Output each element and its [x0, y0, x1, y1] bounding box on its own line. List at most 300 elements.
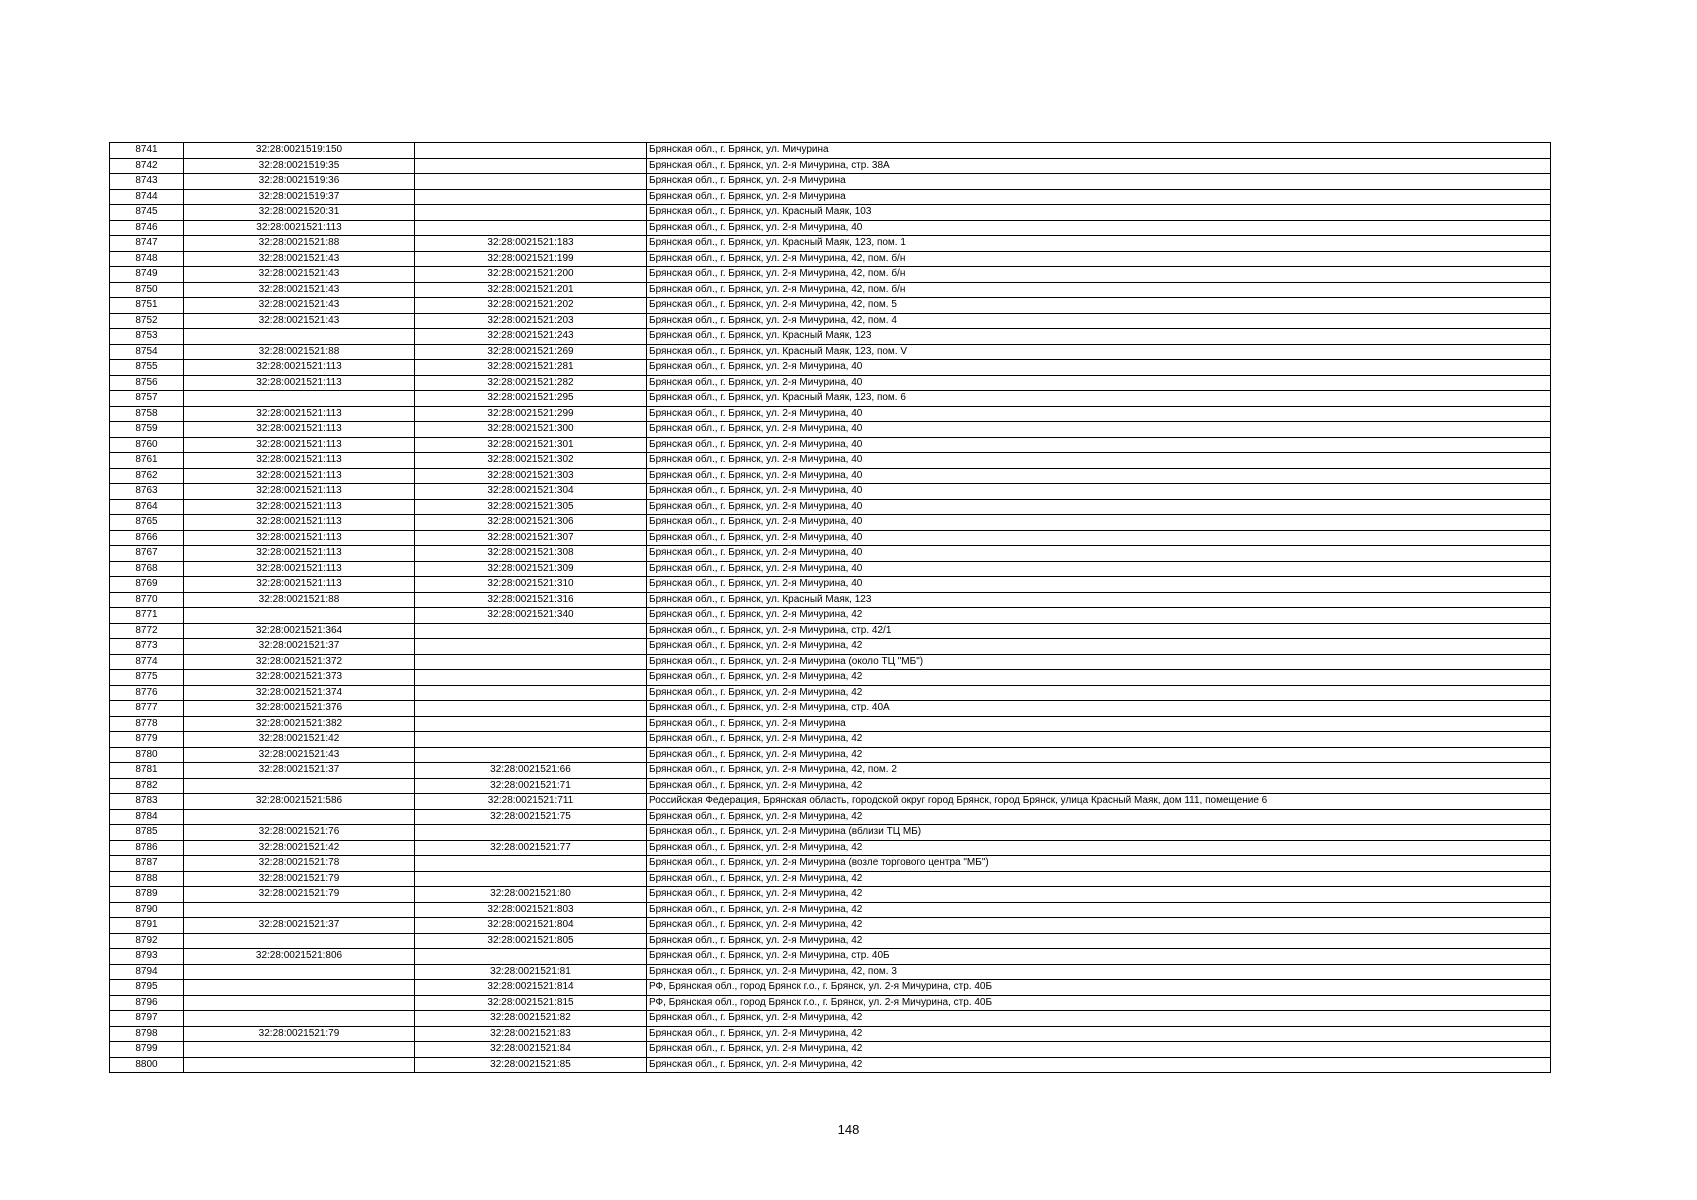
address-cell: Брянская обл., г. Брянск, ул. 2-я Мичурина, 42: [647, 1042, 1551, 1058]
address-cell: Брянская обл., г. Брянск, ул. 2-я Мичурина, 40: [647, 437, 1551, 453]
address-cell: Брянская обл., г. Брянск, ул. 2-я Мичурина, 42, пом. б/н: [647, 251, 1551, 267]
address-cell: Брянская обл., г. Брянск, ул. 2-я Мичурина, 42: [647, 1026, 1551, 1042]
parent-cadastral-number-cell: 32:28:0021521:43: [184, 251, 415, 267]
row-number-cell: 8741: [110, 143, 184, 159]
table-row: [110, 1042, 1551, 1058]
cadastral-number-cell: 32:28:0021521:305: [415, 499, 647, 515]
parent-cadastral-number-cell: 32:28:0021521:382: [184, 716, 415, 732]
cadastral-number-cell: [415, 174, 647, 190]
parent-cadastral-number-cell: 32:28:0021521:113: [184, 422, 415, 438]
table-body: [110, 143, 1551, 1073]
address-cell: Брянская обл., г. Брянск, ул. 2-я Мичурина, 42, пом. 5: [647, 298, 1551, 314]
parent-cadastral-number-cell: [184, 964, 415, 980]
table-row: [110, 561, 1551, 577]
cadastral-number-cell: 32:28:0021521:200: [415, 267, 647, 283]
cadastral-number-cell: [415, 949, 647, 965]
row-number-cell: 8765: [110, 515, 184, 531]
address-cell: Брянская обл., г. Брянск, ул. 2-я Мичурина (около ТЦ "МБ"): [647, 654, 1551, 670]
cadastral-number-cell: 32:28:0021521:269: [415, 344, 647, 360]
cadastral-number-cell: [415, 732, 647, 748]
row-number-cell: 8755: [110, 360, 184, 376]
cadastral-number-cell: [415, 623, 647, 639]
table-row: [110, 592, 1551, 608]
cadastral-number-cell: [415, 654, 647, 670]
parent-cadastral-number-cell: 32:28:0021521:364: [184, 623, 415, 639]
row-number-cell: 8800: [110, 1057, 184, 1073]
row-number-cell: 8767: [110, 546, 184, 562]
cadastral-number-cell: 32:28:0021521:84: [415, 1042, 647, 1058]
row-number-cell: 8750: [110, 282, 184, 298]
cadastral-number-cell: [415, 685, 647, 701]
row-number-cell: 8779: [110, 732, 184, 748]
address-cell: Брянская обл., г. Брянск, ул. 2-я Мичурина, 40: [647, 422, 1551, 438]
table-row: [110, 716, 1551, 732]
row-number-cell: 8745: [110, 205, 184, 221]
cadastral-number-cell: 32:28:0021521:306: [415, 515, 647, 531]
row-number-cell: 8792: [110, 933, 184, 949]
address-cell: Брянская обл., г. Брянск, ул. Красный Маяк, 103: [647, 205, 1551, 221]
cadastral-number-cell: 32:28:0021521:203: [415, 313, 647, 329]
table-row: [110, 1057, 1551, 1073]
table-row: [110, 298, 1551, 314]
cadastral-number-cell: 32:28:0021521:202: [415, 298, 647, 314]
address-cell: Брянская обл., г. Брянск, ул. 2-я Мичурина, 40: [647, 530, 1551, 546]
cadastral-number-cell: [415, 825, 647, 841]
address-cell: Брянская обл., г. Брянск, ул. 2-я Мичурина, 40: [647, 453, 1551, 469]
address-cell: Брянская обл., г. Брянск, ул. 2-я Мичурина (вблизи ТЦ МБ): [647, 825, 1551, 841]
cadastral-number-cell: 32:28:0021521:301: [415, 437, 647, 453]
table-row: [110, 1026, 1551, 1042]
table-row: [110, 329, 1551, 345]
row-number-cell: 8768: [110, 561, 184, 577]
address-cell: Брянская обл., г. Брянск, ул. 2-я Мичурина, 42, пом. 4: [647, 313, 1551, 329]
cadastral-number-cell: 32:28:0021521:243: [415, 329, 647, 345]
address-cell: Брянская обл., г. Брянск, ул. 2-я Мичурина, 42: [647, 918, 1551, 934]
table-row: [110, 856, 1551, 872]
address-cell: Брянская обл., г. Брянск, ул. 2-я Мичурина: [647, 174, 1551, 190]
parent-cadastral-number-cell: [184, 391, 415, 407]
parent-cadastral-number-cell: [184, 608, 415, 624]
cadastral-number-cell: 32:28:0021521:303: [415, 468, 647, 484]
parent-cadastral-number-cell: 32:28:0021521:42: [184, 840, 415, 856]
table-row: [110, 282, 1551, 298]
address-cell: Брянская обл., г. Брянск, ул. 2-я Мичурина, 40: [647, 406, 1551, 422]
address-cell: Брянская обл., г. Брянск, ул. 2-я Мичурина (возле торгового центра "МБ"): [647, 856, 1551, 872]
cadastral-number-cell: 32:28:0021521:803: [415, 902, 647, 918]
address-cell: Брянская обл., г. Брянск, ул. 2-я Мичурина, 42: [647, 809, 1551, 825]
parent-cadastral-number-cell: 32:28:0021521:113: [184, 406, 415, 422]
table-row: [110, 437, 1551, 453]
table-row: [110, 670, 1551, 686]
address-cell: Брянская обл., г. Брянск, ул. 2-я Мичурина, 42, пом. б/н: [647, 267, 1551, 283]
table-row: [110, 809, 1551, 825]
row-number-cell: 8744: [110, 189, 184, 205]
address-cell: Брянская обл., г. Брянск, ул. 2-я Мичурина, 40: [647, 360, 1551, 376]
row-number-cell: 8790: [110, 902, 184, 918]
row-number-cell: 8794: [110, 964, 184, 980]
parent-cadastral-number-cell: 32:28:0021521:88: [184, 592, 415, 608]
parent-cadastral-number-cell: 32:28:0021521:43: [184, 313, 415, 329]
address-cell: Российская Федерация, Брянская область, городской округ город Брянск, город Брянск, улица Красный Маяк, дом 111, помещение 6: [647, 794, 1551, 810]
parent-cadastral-number-cell: 32:28:0021521:113: [184, 375, 415, 391]
parent-cadastral-number-cell: 32:28:0021521:37: [184, 918, 415, 934]
parent-cadastral-number-cell: 32:28:0021521:113: [184, 577, 415, 593]
table-row: [110, 825, 1551, 841]
table-row: [110, 189, 1551, 205]
table-row: [110, 267, 1551, 283]
address-cell: РФ, Брянская обл., город Брянск г.о., г. Брянск, ул. 2-я Мичурина, стр. 40Б: [647, 980, 1551, 996]
row-number-cell: 8754: [110, 344, 184, 360]
parent-cadastral-number-cell: 32:28:0021519:150: [184, 143, 415, 159]
address-cell: Брянская обл., г. Брянск, ул. 2-я Мичурина, 42: [647, 840, 1551, 856]
table-row: [110, 732, 1551, 748]
parent-cadastral-number-cell: 32:28:0021521:113: [184, 220, 415, 236]
address-cell: Брянская обл., г. Брянск, ул. 2-я Мичурина: [647, 189, 1551, 205]
address-cell: Брянская обл., г. Брянск, ул. Мичурина: [647, 143, 1551, 159]
row-number-cell: 8799: [110, 1042, 184, 1058]
row-number-cell: 8795: [110, 980, 184, 996]
parent-cadastral-number-cell: [184, 1011, 415, 1027]
address-cell: Брянская обл., г. Брянск, ул. 2-я Мичурина, 40: [647, 515, 1551, 531]
table-row: [110, 577, 1551, 593]
cadastral-number-cell: 32:28:0021521:80: [415, 887, 647, 903]
row-number-cell: 8776: [110, 685, 184, 701]
address-cell: Брянская обл., г. Брянск, ул. 2-я Мичурина, 40: [647, 499, 1551, 515]
cadastral-number-cell: [415, 220, 647, 236]
row-number-cell: 8760: [110, 437, 184, 453]
cadastral-number-cell: 32:28:0021521:199: [415, 251, 647, 267]
address-cell: Брянская обл., г. Брянск, ул. 2-я Мичурина, стр. 40А: [647, 701, 1551, 717]
cadastral-number-cell: 32:28:0021521:304: [415, 484, 647, 500]
address-cell: Брянская обл., г. Брянск, ул. Красный Маяк, 123, пом. V: [647, 344, 1551, 360]
cadastral-number-cell: [415, 639, 647, 655]
cadastral-number-cell: [415, 189, 647, 205]
table-row: [110, 484, 1551, 500]
cadastral-number-cell: [415, 670, 647, 686]
address-cell: Брянская обл., г. Брянск, ул. Красный Маяк, 123: [647, 592, 1551, 608]
cadastral-number-cell: 32:28:0021521:300: [415, 422, 647, 438]
page-number: 148: [837, 1122, 860, 1137]
row-number-cell: 8788: [110, 871, 184, 887]
parent-cadastral-number-cell: [184, 902, 415, 918]
row-number-cell: 8758: [110, 406, 184, 422]
cadastral-number-cell: [415, 716, 647, 732]
parent-cadastral-number-cell: 32:28:0021521:376: [184, 701, 415, 717]
parent-cadastral-number-cell: 32:28:0021519:36: [184, 174, 415, 190]
table-row: [110, 949, 1551, 965]
table-row: [110, 964, 1551, 980]
parent-cadastral-number-cell: [184, 1042, 415, 1058]
table-row: [110, 205, 1551, 221]
table-row: [110, 871, 1551, 887]
table-row: [110, 468, 1551, 484]
address-cell: Брянская обл., г. Брянск, ул. 2-я Мичурина, стр. 42/1: [647, 623, 1551, 639]
row-number-cell: 8778: [110, 716, 184, 732]
cadastral-number-cell: 32:28:0021521:281: [415, 360, 647, 376]
table-row: [110, 406, 1551, 422]
cadastral-number-cell: 32:28:0021521:308: [415, 546, 647, 562]
address-cell: Брянская обл., г. Брянск, ул. Красный Маяк, 123, пом. 6: [647, 391, 1551, 407]
address-cell: Брянская обл., г. Брянск, ул. 2-я Мичурина, 42: [647, 670, 1551, 686]
table-row: [110, 236, 1551, 252]
parent-cadastral-number-cell: [184, 778, 415, 794]
address-cell: Брянская обл., г. Брянск, ул. 2-я Мичурина, 42: [647, 1057, 1551, 1073]
table-row: [110, 623, 1551, 639]
table-row: [110, 608, 1551, 624]
row-number-cell: 8796: [110, 995, 184, 1011]
address-cell: РФ, Брянская обл., город Брянск г.о., г. Брянск, ул. 2-я Мичурина, стр. 40Б: [647, 995, 1551, 1011]
address-cell: Брянская обл., г. Брянск, ул. 2-я Мичурина, 42: [647, 732, 1551, 748]
table-row: [110, 422, 1551, 438]
row-number-cell: 8762: [110, 468, 184, 484]
table-row: [110, 763, 1551, 779]
row-number-cell: 8761: [110, 453, 184, 469]
table-row: [110, 375, 1551, 391]
parent-cadastral-number-cell: 32:28:0021521:113: [184, 530, 415, 546]
cadastral-number-cell: [415, 701, 647, 717]
address-cell: Брянская обл., г. Брянск, ул. 2-я Мичурина, 42: [647, 887, 1551, 903]
cadastral-number-cell: 32:28:0021521:71: [415, 778, 647, 794]
address-cell: Брянская обл., г. Брянск, ул. 2-я Мичурина, 42: [647, 871, 1551, 887]
cadastral-number-cell: [415, 143, 647, 159]
address-cell: Брянская обл., г. Брянск, ул. 2-я Мичурина, стр. 38А: [647, 158, 1551, 174]
row-number-cell: 8777: [110, 701, 184, 717]
cadastral-number-cell: 32:28:0021521:75: [415, 809, 647, 825]
table-row: [110, 887, 1551, 903]
row-number-cell: 8770: [110, 592, 184, 608]
cadastral-number-cell: 32:28:0021521:804: [415, 918, 647, 934]
table-row: [110, 530, 1551, 546]
table-row: [110, 778, 1551, 794]
cadastral-number-cell: 32:28:0021521:814: [415, 980, 647, 996]
cadastral-number-cell: [415, 205, 647, 221]
parent-cadastral-number-cell: 32:28:0021519:35: [184, 158, 415, 174]
address-cell: Брянская обл., г. Брянск, ул. 2-я Мичурина: [647, 716, 1551, 732]
row-number-cell: 8781: [110, 763, 184, 779]
row-number-cell: 8793: [110, 949, 184, 965]
parent-cadastral-number-cell: 32:28:0021521:113: [184, 561, 415, 577]
row-number-cell: 8751: [110, 298, 184, 314]
address-cell: Брянская обл., г. Брянск, ул. 2-я Мичурина, 40: [647, 468, 1551, 484]
row-number-cell: 8798: [110, 1026, 184, 1042]
cadastral-number-cell: 32:28:0021521:295: [415, 391, 647, 407]
row-number-cell: 8772: [110, 623, 184, 639]
address-cell: Брянская обл., г. Брянск, ул. Красный Маяк, 123, пом. 1: [647, 236, 1551, 252]
cadastral-number-cell: 32:28:0021521:81: [415, 964, 647, 980]
parent-cadastral-number-cell: 32:28:0021521:586: [184, 794, 415, 810]
cadastral-number-cell: 32:28:0021521:316: [415, 592, 647, 608]
address-cell: Брянская обл., г. Брянск, ул. 2-я Мичурина, 40: [647, 546, 1551, 562]
address-cell: Брянская обл., г. Брянск, ул. 2-я Мичурина, 42: [647, 639, 1551, 655]
parent-cadastral-number-cell: 32:28:0021521:37: [184, 763, 415, 779]
row-number-cell: 8764: [110, 499, 184, 515]
table-row: [110, 360, 1551, 376]
row-number-cell: 8791: [110, 918, 184, 934]
cadastral-table: [109, 142, 1551, 1073]
table-row: [110, 499, 1551, 515]
row-number-cell: 8797: [110, 1011, 184, 1027]
parent-cadastral-number-cell: 32:28:0021521:806: [184, 949, 415, 965]
row-number-cell: 8759: [110, 422, 184, 438]
parent-cadastral-number-cell: 32:28:0021521:113: [184, 437, 415, 453]
parent-cadastral-number-cell: 32:28:0021521:88: [184, 236, 415, 252]
address-cell: Брянская обл., г. Брянск, ул. 2-я Мичурина, 42: [647, 608, 1551, 624]
row-number-cell: 8769: [110, 577, 184, 593]
parent-cadastral-number-cell: 32:28:0021521:42: [184, 732, 415, 748]
row-number-cell: 8749: [110, 267, 184, 283]
table-row: [110, 546, 1551, 562]
row-number-cell: 8786: [110, 840, 184, 856]
table-row: [110, 220, 1551, 236]
address-cell: Брянская обл., г. Брянск, ул. 2-я Мичурина, 40: [647, 375, 1551, 391]
table-row: [110, 639, 1551, 655]
table-row: [110, 840, 1551, 856]
row-number-cell: 8771: [110, 608, 184, 624]
parent-cadastral-number-cell: 32:28:0021519:37: [184, 189, 415, 205]
table-row: [110, 980, 1551, 996]
address-cell: Брянская обл., г. Брянск, ул. 2-я Мичурина, 42: [647, 778, 1551, 794]
parent-cadastral-number-cell: [184, 980, 415, 996]
table-row: [110, 654, 1551, 670]
row-number-cell: 8756: [110, 375, 184, 391]
parent-cadastral-number-cell: 32:28:0021521:78: [184, 856, 415, 872]
table-row: [110, 701, 1551, 717]
parent-cadastral-number-cell: 32:28:0021521:373: [184, 670, 415, 686]
address-cell: Брянская обл., г. Брянск, ул. 2-я Мичурина, стр. 40Б: [647, 949, 1551, 965]
row-number-cell: 8784: [110, 809, 184, 825]
parent-cadastral-number-cell: 32:28:0021521:79: [184, 1026, 415, 1042]
cadastral-number-cell: 32:28:0021521:85: [415, 1057, 647, 1073]
row-number-cell: 8742: [110, 158, 184, 174]
cadastral-number-cell: 32:28:0021521:183: [415, 236, 647, 252]
cadastral-number-cell: 32:28:0021521:66: [415, 763, 647, 779]
cadastral-number-cell: 32:28:0021521:309: [415, 561, 647, 577]
address-cell: Брянская обл., г. Брянск, ул. 2-я Мичурина, 40: [647, 220, 1551, 236]
parent-cadastral-number-cell: 32:28:0021521:88: [184, 344, 415, 360]
cadastral-number-cell: [415, 747, 647, 763]
address-cell: Брянская обл., г. Брянск, ул. 2-я Мичурина, 42: [647, 933, 1551, 949]
address-cell: Брянская обл., г. Брянск, ул. 2-я Мичурина, 42: [647, 902, 1551, 918]
row-number-cell: 8785: [110, 825, 184, 841]
cadastral-number-cell: 32:28:0021521:302: [415, 453, 647, 469]
row-number-cell: 8773: [110, 639, 184, 655]
parent-cadastral-number-cell: 32:28:0021521:79: [184, 871, 415, 887]
parent-cadastral-number-cell: 32:28:0021521:76: [184, 825, 415, 841]
table-row: [110, 313, 1551, 329]
parent-cadastral-number-cell: [184, 995, 415, 1011]
row-number-cell: 8757: [110, 391, 184, 407]
parent-cadastral-number-cell: 32:28:0021521:372: [184, 654, 415, 670]
cadastral-number-cell: 32:28:0021521:310: [415, 577, 647, 593]
address-cell: Брянская обл., г. Брянск, ул. 2-я Мичурина, 42, пом. 3: [647, 964, 1551, 980]
parent-cadastral-number-cell: 32:28:0021521:43: [184, 747, 415, 763]
cadastral-number-cell: 32:28:0021521:711: [415, 794, 647, 810]
parent-cadastral-number-cell: 32:28:0021521:79: [184, 887, 415, 903]
table-row: [110, 685, 1551, 701]
cadastral-number-cell: 32:28:0021521:340: [415, 608, 647, 624]
address-cell: Брянская обл., г. Брянск, ул. 2-я Мичурина, 40: [647, 577, 1551, 593]
address-cell: Брянская обл., г. Брянск, ул. Красный Маяк, 123: [647, 329, 1551, 345]
address-cell: Брянская обл., г. Брянск, ул. 2-я Мичурина, 40: [647, 484, 1551, 500]
cadastral-number-cell: 32:28:0021521:282: [415, 375, 647, 391]
row-number-cell: 8743: [110, 174, 184, 190]
table-row: [110, 344, 1551, 360]
table-row: [110, 453, 1551, 469]
cadastral-number-cell: 32:28:0021521:82: [415, 1011, 647, 1027]
parent-cadastral-number-cell: 32:28:0021521:43: [184, 282, 415, 298]
parent-cadastral-number-cell: [184, 809, 415, 825]
row-number-cell: 8789: [110, 887, 184, 903]
parent-cadastral-number-cell: 32:28:0021521:113: [184, 468, 415, 484]
cadastral-number-cell: [415, 856, 647, 872]
parent-cadastral-number-cell: 32:28:0021521:37: [184, 639, 415, 655]
parent-cadastral-number-cell: 32:28:0021520:31: [184, 205, 415, 221]
table-row: [110, 794, 1551, 810]
address-cell: Брянская обл., г. Брянск, ул. 2-я Мичурина, 40: [647, 561, 1551, 577]
cadastral-number-cell: 32:28:0021521:805: [415, 933, 647, 949]
row-number-cell: 8787: [110, 856, 184, 872]
table-row: [110, 918, 1551, 934]
table-row: [110, 515, 1551, 531]
row-number-cell: 8746: [110, 220, 184, 236]
row-number-cell: 8780: [110, 747, 184, 763]
parent-cadastral-number-cell: 32:28:0021521:113: [184, 360, 415, 376]
table-row: [110, 251, 1551, 267]
table-row: [110, 391, 1551, 407]
table-row: [110, 1011, 1551, 1027]
parent-cadastral-number-cell: [184, 329, 415, 345]
address-cell: Брянская обл., г. Брянск, ул. 2-я Мичурина, 42, пом. 2: [647, 763, 1551, 779]
row-number-cell: 8775: [110, 670, 184, 686]
table-row: [110, 933, 1551, 949]
table-row: [110, 143, 1551, 159]
address-cell: Брянская обл., г. Брянск, ул. 2-я Мичурина, 42: [647, 685, 1551, 701]
parent-cadastral-number-cell: 32:28:0021521:113: [184, 546, 415, 562]
row-number-cell: 8763: [110, 484, 184, 500]
parent-cadastral-number-cell: 32:28:0021521:113: [184, 453, 415, 469]
parent-cadastral-number-cell: [184, 933, 415, 949]
cadastral-number-cell: 32:28:0021521:299: [415, 406, 647, 422]
row-number-cell: 8748: [110, 251, 184, 267]
table-row: [110, 747, 1551, 763]
cadastral-number-cell: 32:28:0021521:83: [415, 1026, 647, 1042]
cadastral-number-cell: 32:28:0021521:307: [415, 530, 647, 546]
row-number-cell: 8752: [110, 313, 184, 329]
row-number-cell: 8774: [110, 654, 184, 670]
row-number-cell: 8766: [110, 530, 184, 546]
parent-cadastral-number-cell: [184, 1057, 415, 1073]
row-number-cell: 8747: [110, 236, 184, 252]
row-number-cell: 8753: [110, 329, 184, 345]
table-row: [110, 174, 1551, 190]
cadastral-number-cell: [415, 158, 647, 174]
parent-cadastral-number-cell: 32:28:0021521:113: [184, 484, 415, 500]
cadastral-number-cell: [415, 871, 647, 887]
table-row: [110, 158, 1551, 174]
parent-cadastral-number-cell: 32:28:0021521:374: [184, 685, 415, 701]
row-number-cell: 8782: [110, 778, 184, 794]
cadastral-number-cell: 32:28:0021521:77: [415, 840, 647, 856]
address-cell: Брянская обл., г. Брянск, ул. 2-я Мичурина, 42: [647, 747, 1551, 763]
address-cell: Брянская обл., г. Брянск, ул. 2-я Мичурина, 42, пом. б/н: [647, 282, 1551, 298]
address-cell: Брянская обл., г. Брянск, ул. 2-я Мичурина, 42: [647, 1011, 1551, 1027]
cadastral-number-cell: 32:28:0021521:815: [415, 995, 647, 1011]
table-row: [110, 902, 1551, 918]
parent-cadastral-number-cell: 32:28:0021521:113: [184, 499, 415, 515]
cadastral-number-cell: 32:28:0021521:201: [415, 282, 647, 298]
parent-cadastral-number-cell: 32:28:0021521:43: [184, 298, 415, 314]
row-number-cell: 8783: [110, 794, 184, 810]
